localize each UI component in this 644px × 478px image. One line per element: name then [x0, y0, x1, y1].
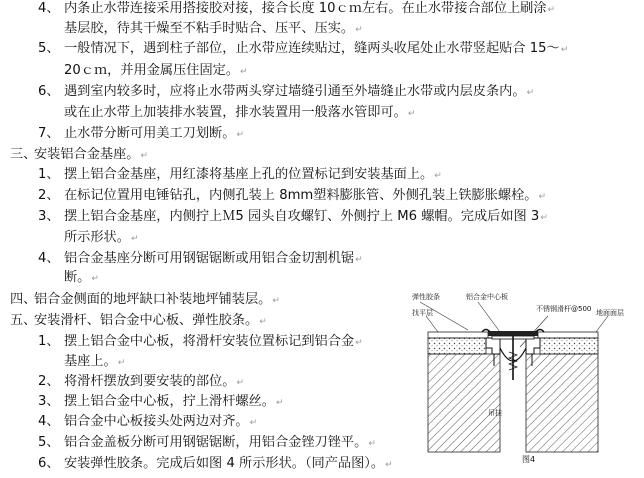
item-text: 基层胶，待其干燥至不粘手时贴合、压平、压实。	[64, 21, 355, 36]
item-number: 1、	[38, 167, 60, 182]
item-text: 摆上铝合金基座，内侧拧上Ｍ5 园头自攻螺钉、外侧拧上 M6 螺帽。完成后如图 3	[64, 209, 540, 224]
item-number: 1、	[38, 334, 60, 349]
paragraph-mark-icon: ↵	[276, 398, 284, 408]
paragraph-mark-icon: ↵	[240, 67, 248, 77]
label-floor: 地面面层	[596, 309, 624, 317]
paragraph-mark-icon: ↵	[540, 213, 548, 223]
text-line	[38, 0, 555, 19]
text-line	[10, 312, 267, 331]
item-number: 4、	[38, 251, 60, 266]
paragraph-mark-icon: ↵	[130, 234, 139, 244]
item-number: 7、	[38, 126, 60, 141]
item-text: 或在止水带上加装排水装置，排水装置用一般落水管即可。	[64, 105, 407, 120]
item-text: 摆上铝合金中心板，拧上滑杆螺丝。	[64, 394, 275, 409]
item-text: 在标记位置用电锤钻孔，内侧孔装上 8mm塑料膨胀管、外侧孔装上铁膨胀螺栓。	[64, 188, 538, 203]
paragraph-mark-icon: ↵	[355, 25, 363, 35]
text-line	[10, 291, 280, 310]
section-number: 三、	[10, 147, 37, 162]
item-number: 3、	[38, 209, 60, 224]
text-line	[64, 229, 138, 248]
item-number: 4、	[38, 1, 60, 16]
paragraph-mark-icon: ↵	[140, 151, 149, 161]
label-elastic-strip: 弹性胶条	[412, 293, 440, 301]
text-line	[64, 353, 125, 372]
paragraph-mark-icon: ↵	[547, 5, 556, 15]
paragraph-mark-icon: ↵	[434, 171, 442, 181]
item-text: 止水带分断可用美工刀划断。	[64, 126, 236, 141]
paragraph-mark-icon: ↵	[560, 45, 569, 55]
text-line	[38, 455, 393, 474]
text-line	[38, 373, 244, 392]
expansion-joint-drawing	[408, 292, 644, 470]
paragraph-mark-icon: ↵	[355, 338, 363, 348]
paragraph-mark-icon: ↵	[355, 255, 363, 265]
item-number: 2、	[38, 188, 60, 203]
text-line	[38, 166, 442, 185]
paragraph-mark-icon: ↵	[272, 296, 280, 306]
item-number: 4、	[38, 414, 60, 429]
item-number: 2、	[38, 374, 60, 389]
item-text: 断。	[64, 270, 91, 285]
item-text: 内条止水带连接采用搭接胶对接，接合长度 10ｃｍ左右。在止水带接合部位上刷涂	[64, 1, 547, 16]
item-text: 摆上铝合金基座，用红漆将基座上孔的位置标记到安装基面上。	[64, 167, 434, 182]
text-line	[64, 269, 99, 288]
text-line	[38, 393, 284, 412]
text-line	[38, 40, 568, 59]
section-number: 四、	[10, 292, 37, 307]
section-heading: 安装滑杆、铝合金中心板、弹性胶条。	[34, 313, 259, 328]
item-number: 6、	[38, 456, 60, 471]
paragraph-mark-icon: ↵	[249, 418, 258, 428]
item-text: 安装弹性胶条。完成后如图 4 所示形状。（同产品图）。	[64, 456, 385, 471]
item-text: 铝合金中心板接头处两边对齐。	[64, 414, 249, 429]
text-line	[38, 83, 534, 102]
section-number: 五、	[10, 313, 37, 328]
section-heading: 铝合金侧面的地坪缺口补装地坪铺装层。	[34, 292, 272, 307]
item-number: 5、	[38, 41, 60, 56]
item-text: 20ｃｍ，并用金属压住固定。	[64, 63, 240, 78]
item-text: 遇到室内较多时，应将止水带两头穿过墙缝引通至外墙缝止水带或内层皮条内。	[64, 84, 526, 99]
item-text: 铝合金基座分断可用钢锯锯断或用铝合金切割机锯	[64, 251, 355, 266]
section-heading: 安装铝合金基座。	[34, 147, 140, 162]
item-text: 摆上铝合金中心板，将滑杆安装位置标记到铝合金	[64, 334, 355, 349]
text-line	[38, 333, 363, 352]
text-line	[64, 62, 248, 81]
label-center-plate: 铝合金中心板	[466, 293, 508, 301]
label-slide-bar: 不锈钢滑杆@500	[536, 305, 592, 313]
item-text: 所示形状。	[64, 230, 130, 245]
figure-4	[408, 292, 644, 470]
paragraph-mark-icon: ↵	[526, 88, 535, 98]
text-line	[64, 104, 415, 123]
text-line	[10, 146, 148, 165]
text-line	[38, 208, 548, 227]
paragraph-mark-icon: ↵	[117, 358, 126, 368]
label-hanging: 吊挂	[488, 409, 502, 417]
paragraph-mark-icon: ↵	[259, 317, 267, 327]
text-line	[38, 434, 376, 453]
figure-caption: 图4	[522, 455, 536, 464]
item-text: 铝合金盖板分断可用钢锯锯断，用铝合金锉刀锉平。	[64, 435, 368, 450]
text-line	[64, 20, 363, 39]
text-line	[38, 413, 257, 432]
item-number: 6、	[38, 84, 60, 99]
item-text: 一般情况下，遇到柱子部位，止水带应连续贴过，缝两头收尾处止水带竖起贴合 15～	[64, 41, 560, 56]
paragraph-mark-icon: ↵	[91, 274, 99, 284]
paragraph-mark-icon: ↵	[538, 192, 547, 202]
label-leveling: 找平层	[412, 309, 433, 317]
paragraph-mark-icon: ↵	[368, 439, 376, 449]
paragraph-mark-icon: ↵	[236, 378, 244, 388]
item-text: 将滑杆摆放到要安装的部位。	[64, 374, 236, 389]
paragraph-mark-icon: ↵	[407, 109, 416, 119]
item-text: 基座上。	[64, 354, 117, 369]
item-number: 3、	[38, 394, 60, 409]
paragraph-mark-icon: ↵	[385, 460, 393, 470]
text-line	[38, 250, 363, 269]
text-line	[38, 187, 546, 206]
paragraph-mark-icon: ↵	[236, 130, 244, 140]
item-number: 5、	[38, 435, 60, 450]
text-line	[38, 125, 244, 144]
